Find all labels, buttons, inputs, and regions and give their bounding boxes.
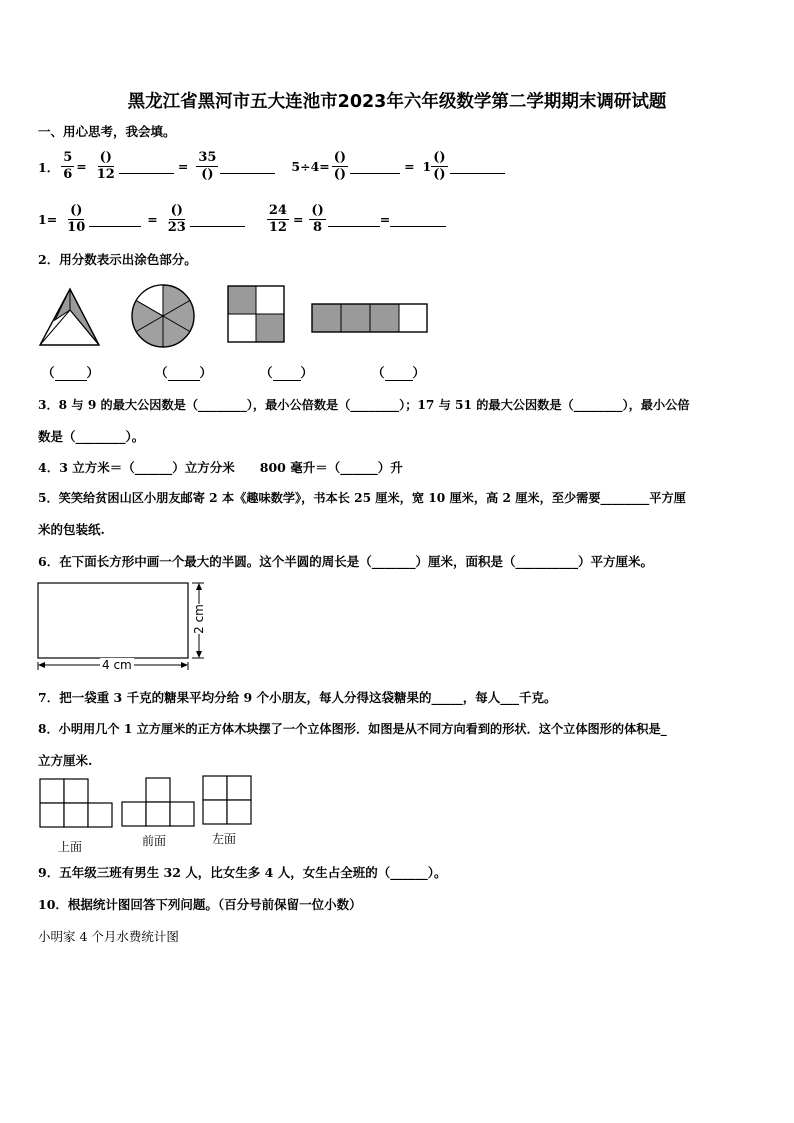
q5-line1: 5．笑笑给贫困山区小朋友邮寄 2 本《趣味数学》，书本长 25 厘米，宽 10 厘米，高 2 厘米，至少需要________平方厘	[38, 491, 686, 505]
denominator: ()	[433, 167, 446, 182]
cube-face	[170, 802, 194, 826]
paren-close: ）	[86, 365, 100, 380]
denominator: 6	[63, 167, 73, 182]
numerator: 35	[198, 150, 217, 165]
denominator: ()	[333, 167, 347, 182]
q9-text: 9．五年级三班有男生 32 人，比女生多 4 人，女生占全班的（______）。	[38, 865, 447, 880]
numerator: ()	[333, 150, 347, 165]
denominator: 12	[96, 167, 115, 182]
equals-sign: =	[379, 212, 391, 227]
page-title: 黑龙江省黑河市五大连池市2023年六年级数学第二学期期末调研试题	[127, 92, 667, 112]
section-heading: 一、用心思考，我会填。	[38, 124, 176, 139]
numerator: ()	[311, 203, 324, 218]
height-label: 2 cm	[191, 604, 206, 634]
q10-text: 10．根据统计图回答下列问题。（百分号前保留一位小数）	[38, 897, 362, 912]
paren-close: ）	[412, 365, 426, 380]
q3-line2: 数是（________）。	[38, 429, 145, 444]
q8-line2: 立方厘米.	[38, 753, 93, 768]
q4-text: 4．3 立方米＝（______）立方分米 800 毫升＝（______）升	[38, 460, 403, 475]
cube-face	[227, 776, 251, 800]
cube-face	[146, 778, 170, 802]
width-label: 4 cm	[102, 658, 132, 672]
numerator: ()	[170, 203, 183, 218]
denominator: 10	[67, 220, 86, 235]
chart-caption: 小明家 4 个月水费统计图	[38, 929, 179, 944]
q1-number: 1．	[38, 159, 60, 175]
q6-text: 6．在下面长方形中画一个最大的半圆。这个半圆的周长是（_______）厘米，面积是（__________）平方厘米。	[38, 554, 653, 569]
paren-open: （	[372, 365, 385, 380]
q3-line1: 3．8 与 9 的最大公因数是（________），最小公倍数是（________）；17 与 51 的最大公因数是（________），最小公倍	[38, 398, 690, 412]
paren-open: （	[260, 365, 273, 380]
numerator: 24	[268, 203, 287, 218]
q7-text: 7．把一袋重 3 千克的糖果平均分给 9 个小朋友，每人分得这袋糖果的_____，每人___千克。	[38, 690, 557, 705]
numerator: ()	[70, 203, 83, 218]
cube-face	[203, 800, 227, 824]
top-view-grid	[40, 779, 112, 827]
q5-line2: 米的包装纸.	[38, 522, 105, 537]
left-view-label: 左面	[212, 832, 237, 846]
cube-face	[203, 776, 227, 800]
denominator: 8	[313, 220, 323, 235]
paren-open: （	[155, 365, 168, 380]
numerator: 5	[63, 150, 73, 165]
equals-sign: =	[147, 212, 158, 227]
cube-face	[64, 779, 88, 803]
whole-number: 1	[422, 159, 432, 174]
cube-face	[122, 802, 146, 826]
equals-sign: =	[292, 212, 304, 227]
cube-face	[64, 803, 88, 827]
equals-sign: =	[76, 159, 87, 174]
cube-face	[88, 803, 112, 827]
numerator: ()	[433, 150, 446, 165]
top-view-label: 上面	[58, 840, 83, 854]
q2-text: 2．用分数表示出涂色部分。	[38, 252, 197, 267]
denominator: ()	[201, 167, 214, 182]
cube-face	[227, 800, 251, 824]
equals-sign: =	[404, 159, 415, 174]
front-view-label: 前面	[142, 834, 167, 848]
denominator: 23	[167, 220, 186, 235]
equals-sign: =	[177, 159, 189, 174]
q8-line1: 8．小明用几个 1 立方厘米的正方体木块摆了一个立体图形．如图是从不同方向看到的形状．这个立体图形的体积是_	[38, 722, 667, 736]
cube-face	[40, 779, 64, 803]
paren-open: （	[42, 365, 55, 380]
lead-text: 1=	[38, 212, 58, 227]
front-view-grid	[122, 778, 194, 826]
cube-face	[146, 802, 170, 826]
paren-close: ）	[300, 365, 314, 380]
numerator: ()	[99, 150, 112, 165]
denominator: 12	[268, 220, 287, 235]
expression: 5÷4=	[291, 159, 330, 174]
left-view-grid	[203, 776, 251, 824]
paren-close: ）	[199, 365, 213, 380]
cube-face	[40, 803, 64, 827]
